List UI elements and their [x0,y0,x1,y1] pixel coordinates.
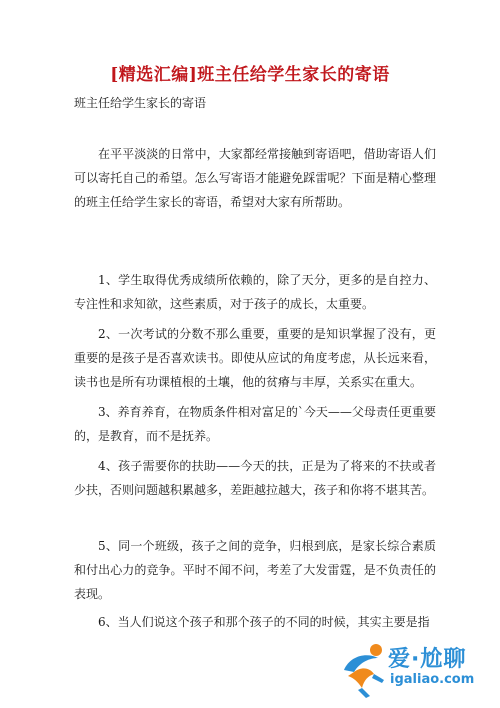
document-subtitle: 班主任给学生家长的寄语 [74,96,207,110]
watermark-url: igaliao.com [390,672,475,687]
paragraph-item-3: 3、养育养育，在物质条件相对富足的`今天——父母责任更重要的，是教育，而不是抚养。 [74,405,436,443]
running-figure-logo-icon [340,640,390,700]
paragraph-item-1: 1、学生取得优秀成绩所依赖的，除了天分，更多的是自控力、专注性和求知欲，这些素质，对于孩子的成长，太重要。 [74,273,436,311]
document-title: [精选汇编]班主任给学生家长的寄语 [110,65,390,85]
paragraph-item-6: 6、当人们说这个孩子和那个孩子的不同的时候，其实主要是指 [98,615,430,629]
paragraph-item-4: 4、孩子需要你的扶助——今天的扶，正是为了将来的不扶或者少扶，否则问题越积累越多，差距越拉越大，孩子和你将不堪其苦。 [74,459,436,497]
paragraph-item-2: 2、一次考试的分数不那么重要，重要的是知识掌握了没有，更重要的是孩子是否喜欢读书。即使从应试的角度考虑，从长远来看，读书也是所有功课植根的土壤，他的贫瘠与丰厚，关系实在重大。 [74,327,436,389]
paragraph-item-5: 5、同一个班级，孩子之间的竞争，归根到底，是家长综合素质和付出心力的竞争。平时不闻不问，考差了大发雷霆，是不负责任的表现。 [74,539,436,601]
paragraph-intro: 在平平淡淡的日常中，大家都经常接触到寄语吧，借助寄语人们可以寄托自己的希望。怎么写寄语才能避免踩雷呢？下面是精心整理的班主任给学生家长的寄语，希望对大家有所帮助。 [74,147,436,209]
watermark-name: 爱·尬聊 [388,647,467,672]
site-watermark [340,640,500,708]
